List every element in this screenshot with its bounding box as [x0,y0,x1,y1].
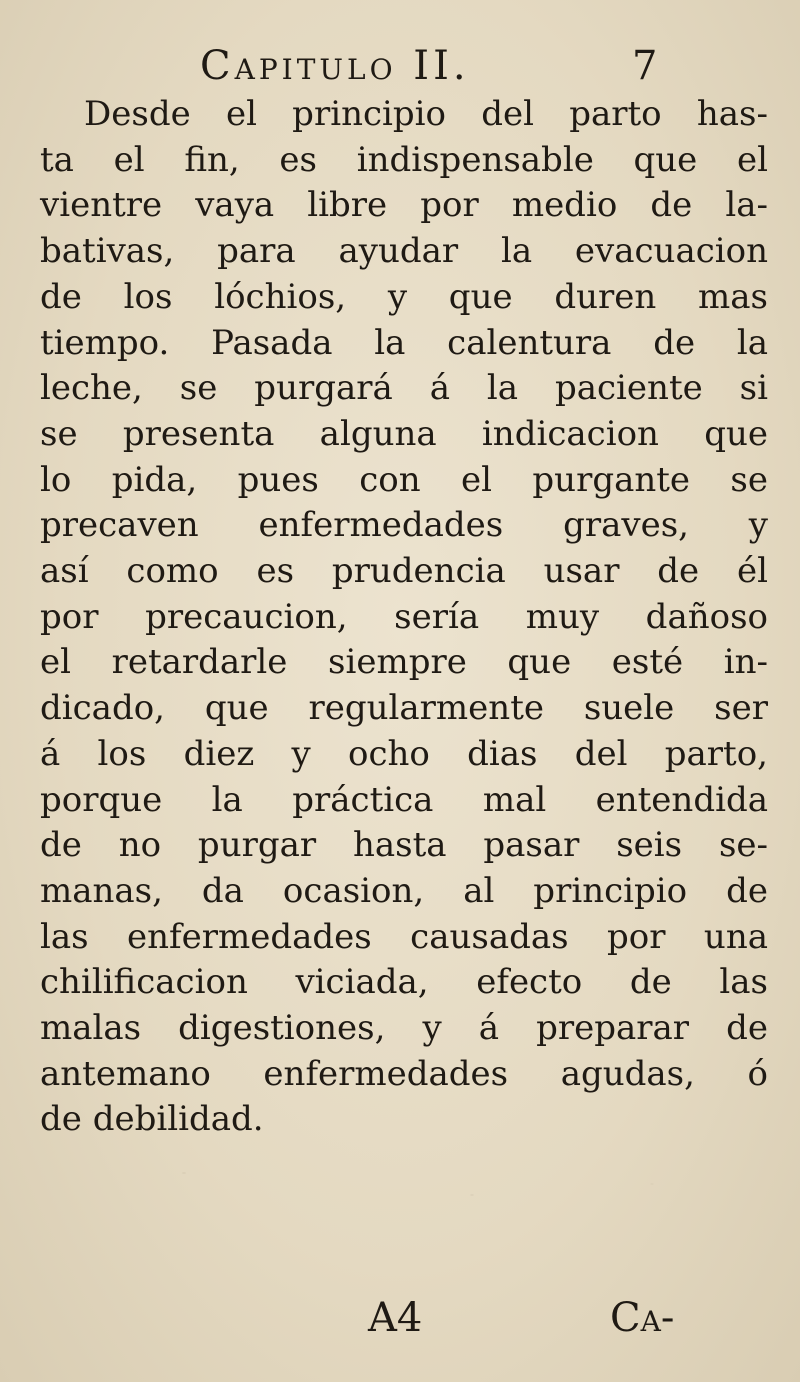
text-line: vientre vaya libre por medio de la- [40,185,768,226]
page-header [0,38,800,94]
text-line: se presenta alguna indicacion que [40,413,768,454]
text-line: de no purgar hasta pasar seis se- [40,825,768,866]
text-line: tiempo. Pasada la calentura de la [40,322,768,363]
text-line: por precaucion, sería muy dañoso [40,596,768,637]
page-number: 7 [632,43,658,89]
text-line: de los lóchios, y que duren mas [40,276,768,317]
text-line: ta el fin, es indispensable que el [40,139,768,180]
text-line: antemano enfermedades agudas, ó [40,1053,768,1094]
text-line: de debilidad. [40,1099,264,1140]
text-line: dicado, que regularmente suele ser [40,688,768,729]
text-line: las enfermedades causadas por una [40,916,768,957]
text-line: el retardarle siempre que esté in- [40,642,768,683]
text-line: Desde el principio del parto has- [84,94,768,134]
text-line: chilificacion viciada, efecto de las [40,962,768,1003]
text-line: bativas, para ayudar la evacuacion [40,231,768,272]
text-line: á los diez y ocho dias del parto, [40,733,768,774]
body-paragraph [40,92,768,1143]
running-head: Capitulo II. [200,43,470,89]
show-through-marks [40,1140,760,1250]
text-line: precaven enfermedades graves, y [40,505,768,546]
signature-mark: A4 [368,1295,423,1341]
text-line: porque la práctica mal entendida [40,779,768,820]
page-footer [0,1288,800,1348]
text-line: manas, da ocasion, al principio de [40,870,768,911]
text-line: leche, se purgará á la paciente si [40,368,768,409]
text-line: lo pida, pues con el purgante se [40,459,768,500]
text-line: así como es prudencia usar de él [40,551,768,592]
catchword: Ca- [610,1295,675,1341]
text-line: malas digestiones, y á preparar de [40,1008,768,1049]
